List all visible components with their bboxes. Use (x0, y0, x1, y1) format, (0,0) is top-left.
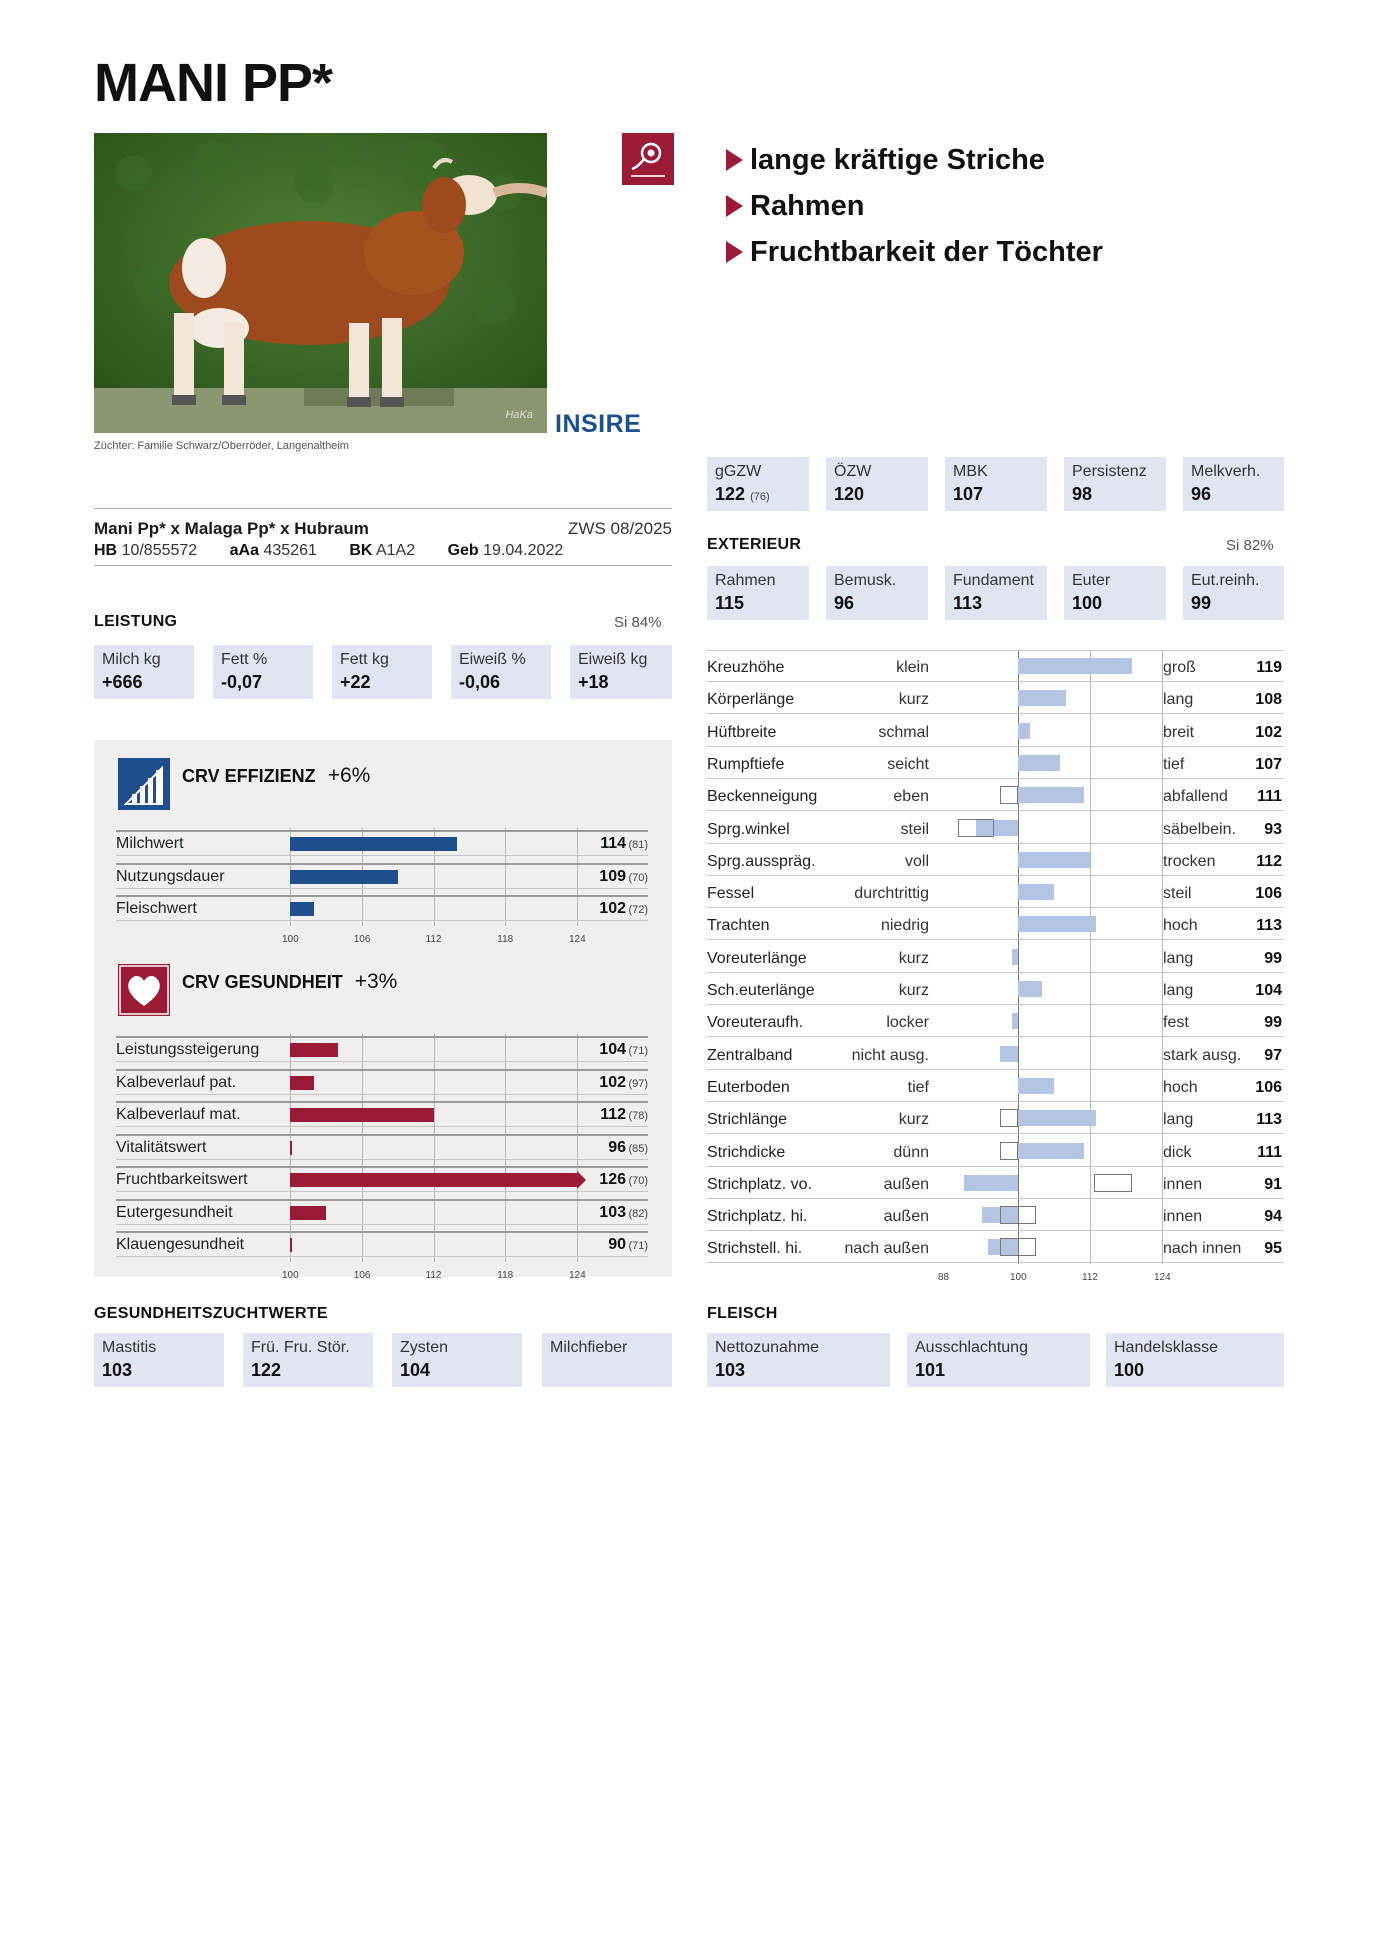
linear-row (707, 1038, 1284, 1070)
highlight-1: lange kräftige Striche (726, 144, 1045, 177)
crv-gesundheit-title: CRV GESUNDHEIT +3% (182, 970, 398, 993)
crv-panel (94, 740, 672, 1281)
ext-box-euter: Euter 100 (1064, 566, 1166, 620)
trait-name: Strichlänge (707, 1111, 788, 1129)
leistung-fett-kg: Fett kg +22 (332, 645, 432, 699)
trait-value: 111 (1257, 1143, 1282, 1161)
linear-row (707, 1135, 1284, 1167)
leistung-fett-pct: Fett % -0,07 (213, 645, 313, 699)
trait-bar (1018, 981, 1042, 997)
crv-row-label: Vitalitätswert (116, 1138, 207, 1156)
trait-name: Strichplatz. hi. (707, 1208, 808, 1226)
trait-value: 106 (1255, 885, 1282, 903)
triangle-icon (726, 241, 743, 263)
trait-name: Sprg.ausspräg. (707, 852, 816, 870)
crv-bar (290, 902, 314, 916)
trait-bar (1018, 852, 1090, 868)
crv-bar (290, 870, 398, 884)
exterieur-heading: EXTERIEUR (707, 536, 802, 553)
trait-name: Rumpftiefe (707, 755, 785, 773)
crv-row-value: 103 (599, 1203, 626, 1221)
linear-row (707, 682, 1284, 714)
trait-name: Hüftbreite (707, 723, 777, 741)
leistung-milch-kg: Milch kg +666 (94, 645, 194, 699)
leistung-heading: LEISTUNG (94, 613, 178, 630)
trait-value: 99 (1264, 949, 1282, 967)
gzw-frue-fru-stoer: Frü. Fru. Stör. 122 (243, 1333, 373, 1387)
trait-value: 108 (1255, 691, 1282, 709)
trait-bar (1018, 884, 1054, 900)
crv-row-label: Fruchtbarkeitswert (116, 1171, 248, 1188)
trait-low-label: niedrig (880, 917, 929, 935)
trait-high-label: innen (1163, 1208, 1203, 1226)
axis-tick: 106 (353, 1269, 371, 1281)
parent-average-box (1000, 1109, 1018, 1127)
trait-name: Voreuterlänge (707, 949, 807, 967)
pedigree-block (94, 508, 672, 566)
linear-row (707, 1070, 1284, 1102)
trait-low-label: nicht ausg. (851, 1046, 929, 1064)
trait-low-label: kurz (898, 949, 929, 967)
crv-row (116, 863, 648, 889)
trait-high-label: lang (1163, 982, 1194, 999)
photo-watermark: HaKa (505, 409, 533, 421)
trait-name: Sch.euterlänge (707, 982, 815, 999)
trait-bar (1018, 1110, 1096, 1126)
crv-row-reliability: (71) (628, 1240, 648, 1252)
trait-name: Euterboden (707, 1078, 790, 1096)
axis-tick: 112 (425, 933, 442, 945)
crv-row-label: Kalbeverlauf mat. (116, 1106, 241, 1123)
trait-high-label: lang (1163, 691, 1194, 709)
trait-value: 113 (1256, 1111, 1282, 1129)
linear-row (707, 1199, 1284, 1231)
sire-logo (622, 133, 674, 185)
parent-average-box (1094, 1174, 1132, 1192)
trait-high-label: fest (1163, 1014, 1189, 1032)
trait-low-label: steil (900, 820, 929, 838)
linear-row (707, 876, 1284, 908)
ext-box-fundament: Fundament 113 (945, 566, 1047, 620)
trait-high-label: stark ausg. (1163, 1046, 1242, 1064)
crv-bar (290, 1173, 577, 1187)
crv-bar (290, 1076, 314, 1090)
axis-tick: 100 (282, 1269, 299, 1281)
linear-row (707, 941, 1284, 973)
trait-low-label: kurz (898, 982, 929, 999)
trait-low-label: seicht (887, 755, 929, 773)
trait-name: Trachten (707, 917, 770, 935)
breeder-credit: Züchter: Familie Schwarz/Oberröder, Langenaltheim (94, 440, 349, 452)
trait-value: 107 (1255, 755, 1282, 773)
value-box-oezw: ÖZW 120 (826, 457, 928, 511)
trait-high-label: groß (1163, 659, 1196, 676)
linear-row (707, 1005, 1284, 1037)
trait-name: Strichplatz. vo. (707, 1175, 812, 1193)
heart-icon (118, 964, 170, 1016)
trait-low-label: schmal (878, 723, 929, 741)
crv-row-reliability: (82) (628, 1207, 648, 1220)
axis-tick: 124 (569, 933, 586, 945)
value-box-mbk: MBK 107 (945, 457, 1047, 511)
crv-row-value: 109 (599, 867, 626, 885)
axis-tick: 112 (1082, 1271, 1098, 1283)
trait-value: 112 (1256, 852, 1282, 870)
crv-row-value: 114 (600, 835, 626, 852)
crv-row (116, 1199, 648, 1225)
crv-row-label: Leistungssteigerung (116, 1041, 260, 1058)
bar-arrow (577, 1171, 586, 1189)
fleisch-heading: FLEISCH (707, 1305, 778, 1322)
crv-row (116, 1036, 648, 1062)
trait-bar (1018, 690, 1066, 706)
leistung-eiweiss-pct: Eiweiß % -0,06 (451, 645, 551, 699)
linear-row (707, 908, 1284, 940)
axis-tick: 118 (497, 1269, 514, 1281)
triangle-icon (726, 149, 743, 171)
trait-low-label: voll (904, 852, 929, 870)
trait-name: Körperlänge (707, 691, 795, 709)
crv-row-value: 102 (599, 900, 626, 917)
trait-value: 99 (1264, 1014, 1282, 1032)
crv-bar (290, 1043, 338, 1057)
gesundheitszuchtwerte-heading: GESUNDHEITSZUCHTWERTE (94, 1305, 328, 1322)
trait-value: 111 (1257, 788, 1282, 806)
crv-row-label: Eutergesundheit (116, 1203, 233, 1221)
crv-row-reliability: (97) (628, 1077, 648, 1090)
trait-bar (1018, 1078, 1054, 1094)
trait-low-label: klein (896, 659, 929, 676)
trait-bar (1012, 1013, 1018, 1029)
crv-row-value: 102 (599, 1073, 626, 1091)
value-box-persistenz: Persistenz 98 (1064, 457, 1166, 511)
health-icon (118, 964, 170, 1016)
trait-value: 93 (1264, 820, 1282, 838)
crv-bar (290, 1108, 434, 1122)
trait-bar (1018, 916, 1096, 932)
crv-row-reliability: (71) (628, 1045, 648, 1057)
trait-value: 104 (1255, 982, 1282, 999)
bull-photo (94, 133, 547, 433)
trait-bar (1018, 755, 1060, 771)
trait-value: 113 (1256, 917, 1282, 935)
trait-value: 95 (1264, 1240, 1282, 1258)
crv-bar (290, 1238, 292, 1252)
linear-row (707, 812, 1284, 844)
gzw-mastitis: Mastitis 103 (94, 1333, 224, 1387)
parent-average-box (1000, 786, 1018, 804)
crv-row-label: Fleischwert (116, 900, 197, 917)
efficiency-icon (118, 758, 170, 810)
trait-bar (1012, 949, 1018, 965)
trait-value: 106 (1255, 1078, 1282, 1096)
crv-row-reliability: (72) (628, 904, 648, 916)
trait-name: Voreuteraufh. (707, 1014, 804, 1032)
crv-bar (290, 1206, 326, 1220)
brand-logo: INSIRE (555, 410, 642, 438)
zws-date: ZWS 08/2025 (568, 519, 672, 538)
crv-row (116, 1166, 648, 1192)
fleisch-handelsklasse: Handelsklasse 100 (1106, 1333, 1284, 1387)
crv-row-reliability: (70) (628, 871, 648, 884)
leistung-si: Si 84% (614, 614, 662, 631)
trait-value: 94 (1264, 1208, 1282, 1226)
linear-row (707, 1167, 1284, 1199)
trait-low-label: außen (883, 1208, 929, 1226)
crv-row (116, 1069, 648, 1095)
crv-row-label: Nutzungsdauer (116, 867, 225, 885)
trait-low-label: dünn (893, 1143, 929, 1161)
trait-bar (1018, 723, 1030, 739)
crv-row-reliability: (70) (628, 1175, 648, 1187)
axis-tick: 124 (1154, 1271, 1171, 1283)
value-box-ggzw: gGZW 122 (76) (707, 457, 809, 511)
trait-high-label: tief (1163, 755, 1185, 773)
trait-high-label: dick (1163, 1143, 1192, 1161)
axis-tick: 88 (938, 1271, 950, 1283)
trait-name: Kreuzhöhe (707, 659, 785, 676)
crv-row-value: 112 (600, 1106, 626, 1123)
trait-low-label: tief (907, 1078, 929, 1096)
linear-row (707, 747, 1284, 779)
highlight-2: Rahmen (726, 190, 864, 223)
ext-box-bemusk: Bemusk. 96 (826, 566, 928, 620)
trait-high-label: innen (1163, 1175, 1203, 1193)
crv-row-value: 104 (599, 1041, 626, 1058)
axis-tick: 100 (1010, 1271, 1027, 1283)
trait-high-label: breit (1163, 723, 1195, 741)
crv-row-label: Kalbeverlauf pat. (116, 1073, 237, 1091)
crv-row-value: 90 (608, 1236, 626, 1253)
highlight-3: Fruchtbarkeit der Töchter (726, 236, 1103, 269)
trait-high-label: trocken (1163, 852, 1216, 870)
trait-name: Sprg.winkel (707, 820, 790, 838)
pedigree-ids: HB 10/855572 aAa 435261 BK A1A2 Geb 19.04.2022 (94, 542, 564, 559)
linear-top-rule (707, 650, 1284, 651)
axis-tick: 124 (569, 1269, 586, 1281)
crv-bar (290, 1141, 292, 1155)
trait-high-label: lang (1163, 949, 1194, 967)
linear-row (707, 715, 1284, 747)
linear-row (707, 973, 1284, 1005)
bull-illustration (94, 133, 547, 433)
crv-row-reliability: (78) (628, 1110, 648, 1122)
ext-box-rahmen: Rahmen 115 (707, 566, 809, 620)
linear-row (707, 1231, 1284, 1263)
crv-row-reliability: (81) (628, 839, 648, 851)
trait-name: Strichstell. hi. (707, 1240, 803, 1258)
trait-low-label: kurz (898, 1111, 929, 1129)
crv-row-label: Milchwert (116, 835, 184, 852)
trait-low-label: eben (893, 788, 929, 806)
linear-row (707, 844, 1284, 876)
trait-high-label: abfallend (1163, 788, 1228, 806)
crv-row (116, 1101, 648, 1127)
parent-average-box (958, 819, 994, 837)
trait-bar (1018, 1143, 1084, 1159)
trait-name: Fessel (707, 885, 755, 903)
trait-low-label: kurz (898, 691, 929, 709)
trait-bar (1018, 787, 1084, 803)
ext-box-eutreinh: Eut.reinh. 99 (1183, 566, 1284, 620)
exterieur-si: Si 82% (1226, 537, 1274, 554)
fleisch-ausschlachtung: Ausschlachtung 101 (907, 1333, 1090, 1387)
crv-row (116, 895, 648, 921)
crv-row-value: 96 (608, 1138, 626, 1156)
crv-row-label: Klauengesundheit (116, 1236, 245, 1253)
trait-value: 97 (1264, 1046, 1282, 1064)
trait-high-label: hoch (1163, 917, 1198, 935)
fleisch-nettozunahme: Nettozunahme 103 (707, 1333, 890, 1387)
parent-average-box (1000, 1142, 1018, 1160)
trait-value: 91 (1264, 1175, 1282, 1193)
crv-effizienz-title: CRV EFFIZIENZ +6% (182, 764, 371, 787)
crv-row-reliability: (85) (628, 1142, 648, 1155)
leistung-eiweiss-kg: Eiweiß kg +18 (570, 645, 672, 699)
parent-average-box (1000, 1238, 1036, 1256)
gzw-zysten: Zysten 104 (392, 1333, 522, 1387)
sperm-icon (622, 133, 674, 185)
triangle-icon (726, 195, 743, 217)
trait-bar (1000, 1046, 1018, 1062)
axis-tick: 112 (425, 1269, 442, 1281)
linear-row (707, 779, 1284, 811)
trait-low-label: durchtrittig (854, 885, 929, 903)
trait-high-label: lang (1163, 1111, 1194, 1129)
axis-tick: 106 (353, 933, 371, 945)
crv-row-value: 126 (599, 1171, 626, 1188)
gzw-milchfieber: Milchfieber (542, 1333, 672, 1387)
value-box-melkverh: Melkverh. 96 (1183, 457, 1284, 511)
parent-average-box (1000, 1206, 1036, 1224)
trait-low-label: außen (883, 1175, 929, 1193)
trait-value: 119 (1256, 659, 1282, 676)
crv-row (116, 1231, 648, 1257)
axis-tick: 118 (497, 933, 514, 945)
crv-row (116, 1134, 648, 1160)
page-title: MANI PP* (94, 53, 333, 113)
trait-name: Beckenneigung (707, 788, 818, 806)
trait-name: Zentralband (707, 1046, 793, 1064)
linear-row (707, 1102, 1284, 1134)
axis-tick: 100 (282, 933, 299, 945)
trait-high-label: steil (1163, 885, 1192, 903)
crv-row (116, 830, 648, 856)
trait-name: Strichdicke (707, 1143, 786, 1161)
trait-high-label: nach innen (1163, 1240, 1242, 1258)
trait-bar (1018, 658, 1132, 674)
trait-value: 102 (1255, 723, 1282, 741)
trait-low-label: nach außen (844, 1240, 929, 1258)
pedigree-line: Mani Pp* x Malaga Pp* x Hubraum (94, 519, 369, 538)
trait-high-label: hoch (1163, 1078, 1198, 1096)
trait-bar (964, 1175, 1018, 1191)
trait-high-label: säbelbein. (1163, 820, 1236, 838)
linear-row (707, 650, 1284, 682)
trait-low-label: locker (886, 1014, 929, 1032)
crv-bar (290, 837, 457, 851)
